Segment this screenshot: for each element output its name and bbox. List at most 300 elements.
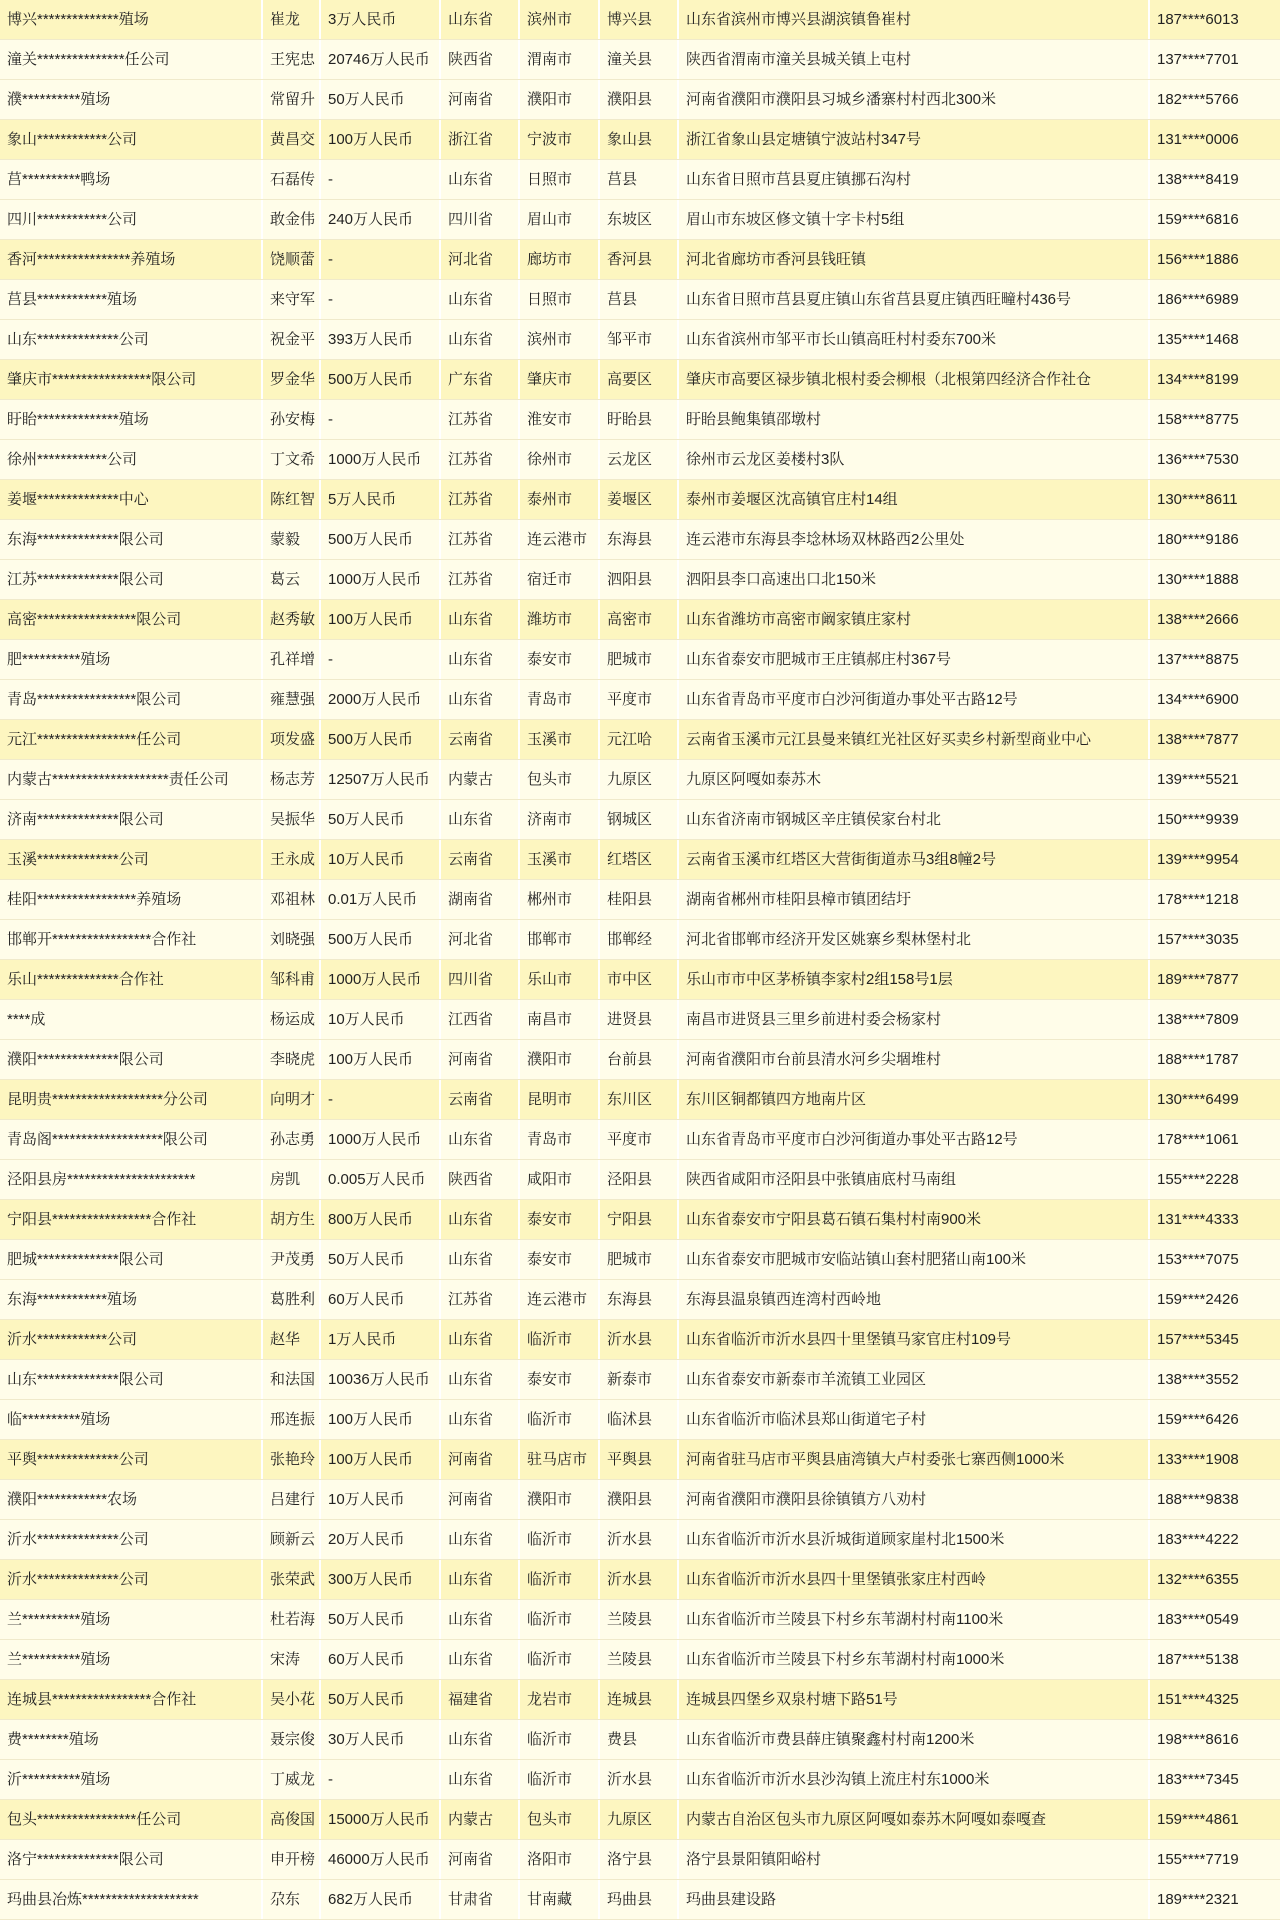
company-name-cell: 山东**************公司 — [0, 320, 263, 359]
phone-cell: 157****5345 — [1157, 1331, 1239, 1348]
company-name-cell: 洛宁**************限公司 — [0, 1840, 263, 1879]
registered-capital-cell: - — [321, 640, 441, 679]
legal-person-cell: 杨志芳 — [263, 760, 321, 799]
address-cell: 陕西省咸阳市泾阳县中张镇庙底村马南组 — [679, 1160, 1150, 1199]
legal-person-cell: 葛胜利 — [263, 1280, 321, 1319]
county-cell: 莒县 — [600, 160, 679, 199]
county-cell: 泗阳县 — [600, 560, 679, 599]
table-row — [0, 840, 1280, 880]
registered-capital-cell: - — [321, 240, 441, 279]
table-row — [0, 360, 1280, 400]
city-cell: 临沂市 — [520, 1560, 600, 1599]
address-cell: 山东省日照市莒县夏庄镇山东省莒县夏庄镇西旺疃村436号 — [679, 280, 1150, 319]
address-cell: 山东省济南市钢城区辛庄镇侯家台村北 — [679, 800, 1150, 839]
city-cell: 济南市 — [520, 800, 600, 839]
province-cell: 山东省 — [441, 800, 520, 839]
legal-person-cell: 和法国 — [263, 1360, 321, 1399]
legal-person-cell: 向明才 — [263, 1080, 321, 1119]
legal-person-cell: 吕建行 — [263, 1480, 321, 1519]
registered-capital-cell: 500万人民币 — [321, 720, 441, 759]
province-cell: 江苏省 — [441, 560, 520, 599]
company-name-cell: 高密*****************限公司 — [0, 600, 263, 639]
phone-cell: 138****2666 — [1157, 611, 1239, 628]
city-cell: 濮阳市 — [520, 1480, 600, 1519]
address-cell: 河北省廊坊市香河县钱旺镇 — [679, 240, 1150, 279]
address-cell: 山东省泰安市宁阳县葛石镇石集村村南900米 — [679, 1200, 1150, 1239]
legal-person-cell: 赵华 — [263, 1320, 321, 1359]
province-cell: 江苏省 — [441, 480, 520, 519]
phone-cell: 153****7075 — [1157, 1251, 1239, 1268]
company-name-cell: 沂水**************公司 — [0, 1520, 263, 1559]
registered-capital-cell: - — [321, 160, 441, 199]
table-row — [0, 240, 1280, 280]
legal-person-cell: 高俊国 — [263, 1800, 321, 1839]
phone-cell: 178****1218 — [1157, 891, 1239, 908]
city-cell: 龙岩市 — [520, 1680, 600, 1719]
phone-cell: 137****7701 — [1157, 51, 1239, 68]
legal-person-cell: 张荣武 — [263, 1560, 321, 1599]
address-cell: 河南省驻马店市平舆县庙湾镇大卢村委张七寨西侧1000米 — [679, 1440, 1150, 1479]
registered-capital-cell: 800万人民币 — [321, 1200, 441, 1239]
registered-capital-cell: 10036万人民币 — [321, 1360, 441, 1399]
company-name-cell: 香河****************养殖场 — [0, 240, 263, 279]
phone-cell: 159****2426 — [1157, 1291, 1239, 1308]
registered-capital-cell: 100万人民币 — [321, 120, 441, 159]
county-cell: 市中区 — [600, 960, 679, 999]
company-name-cell: 济南**************限公司 — [0, 800, 263, 839]
phone-cell: 182****5766 — [1157, 91, 1239, 108]
city-cell: 临沂市 — [520, 1520, 600, 1559]
address-cell: 山东省滨州市博兴县湖滨镇鲁崔村 — [679, 0, 1150, 39]
legal-person-cell: 陈红智 — [263, 480, 321, 519]
registered-capital-cell: - — [321, 1760, 441, 1799]
address-cell: 山东省日照市莒县夏庄镇挪石沟村 — [679, 160, 1150, 199]
address-cell: 河南省濮阳市濮阳县习城乡潘寨村村西北300米 — [679, 80, 1150, 119]
phone-cell: 156****1886 — [1157, 251, 1239, 268]
phone-cell: 139****5521 — [1157, 771, 1239, 788]
city-cell: 连云港市 — [520, 1280, 600, 1319]
registered-capital-cell: 1000万人民币 — [321, 1120, 441, 1159]
registered-capital-cell: 500万人民币 — [321, 920, 441, 959]
legal-person-cell: 邹科甫 — [263, 960, 321, 999]
province-cell: 江苏省 — [441, 1280, 520, 1319]
county-cell: 元江哈 — [600, 720, 679, 759]
table-row — [0, 1680, 1280, 1720]
company-name-cell: 泾阳县房********************** — [0, 1160, 263, 1199]
legal-person-cell: 邓祖林 — [263, 880, 321, 919]
company-name-cell: 玛曲县冶炼******************** — [0, 1880, 263, 1919]
table-row — [0, 920, 1280, 960]
phone-cell: 139****9954 — [1157, 851, 1239, 868]
registered-capital-cell: 300万人民币 — [321, 1560, 441, 1599]
legal-person-cell: 胡方生 — [263, 1200, 321, 1239]
city-cell: 甘南藏 — [520, 1880, 600, 1919]
registered-capital-cell: 100万人民币 — [321, 1400, 441, 1439]
province-cell: 山东省 — [441, 280, 520, 319]
phone-cell: 187****6013 — [1157, 11, 1239, 28]
county-cell: 博兴县 — [600, 0, 679, 39]
city-cell: 渭南市 — [520, 40, 600, 79]
province-cell: 山东省 — [441, 160, 520, 199]
city-cell: 驻马店市 — [520, 1440, 600, 1479]
address-cell: 东海县温泉镇西连湾村西岭地 — [679, 1280, 1150, 1319]
table-row — [0, 280, 1280, 320]
company-name-cell: 盱眙**************殖场 — [0, 400, 263, 439]
legal-person-cell: 宋涛 — [263, 1640, 321, 1679]
city-cell: 昆明市 — [520, 1080, 600, 1119]
address-cell: 山东省临沂市兰陵县下村乡东苇湖村村南1100米 — [679, 1600, 1150, 1639]
registered-capital-cell: 0.01万人民币 — [321, 880, 441, 919]
address-cell: 乐山市市中区茅桥镇李家村2组158号1层 — [679, 960, 1150, 999]
city-cell: 青岛市 — [520, 680, 600, 719]
province-cell: 内蒙古 — [441, 1800, 520, 1839]
legal-person-cell: 来守军 — [263, 280, 321, 319]
county-cell: 临沭县 — [600, 1400, 679, 1439]
company-name-cell: 博兴**************殖场 — [0, 0, 263, 39]
city-cell: 临沂市 — [520, 1600, 600, 1639]
registered-capital-cell: 500万人民币 — [321, 360, 441, 399]
address-cell: 山东省泰安市肥城市安临站镇山套村肥猪山南100米 — [679, 1240, 1150, 1279]
province-cell: 河北省 — [441, 920, 520, 959]
legal-person-cell: 黄昌交 — [263, 120, 321, 159]
county-cell: 红塔区 — [600, 840, 679, 879]
phone-cell: 183****0549 — [1157, 1611, 1239, 1628]
company-name-cell: 平舆**************公司 — [0, 1440, 263, 1479]
phone-cell: 189****7877 — [1157, 971, 1239, 988]
phone-cell: 158****8775 — [1157, 411, 1239, 428]
county-cell: 象山县 — [600, 120, 679, 159]
table-row — [0, 400, 1280, 440]
phone-cell: 159****4861 — [1157, 1811, 1239, 1828]
registered-capital-cell: 10万人民币 — [321, 840, 441, 879]
phone-cell: 135****1468 — [1157, 331, 1239, 348]
city-cell: 包头市 — [520, 760, 600, 799]
phone-cell: 138****3552 — [1157, 1371, 1239, 1388]
county-cell: 肥城市 — [600, 1240, 679, 1279]
company-name-cell: 元江*****************任公司 — [0, 720, 263, 759]
table-row — [0, 480, 1280, 520]
address-cell: 洛宁县景阳镇阳峪村 — [679, 1840, 1150, 1879]
legal-person-cell: 邢连振 — [263, 1400, 321, 1439]
company-name-cell: 江苏**************限公司 — [0, 560, 263, 599]
legal-person-cell: 蒙毅 — [263, 520, 321, 559]
province-cell: 河南省 — [441, 1480, 520, 1519]
province-cell: 云南省 — [441, 720, 520, 759]
city-cell: 肇庆市 — [520, 360, 600, 399]
registered-capital-cell: 46000万人民币 — [321, 1840, 441, 1879]
registered-capital-cell: 240万人民币 — [321, 200, 441, 239]
city-cell: 玉溪市 — [520, 720, 600, 759]
city-cell: 南昌市 — [520, 1000, 600, 1039]
table-row — [0, 1160, 1280, 1200]
company-name-cell: 宁阳县*****************合作社 — [0, 1200, 263, 1239]
county-cell: 费县 — [600, 1720, 679, 1759]
address-cell: 河南省濮阳市台前县清水河乡尖堌堆村 — [679, 1040, 1150, 1079]
table-row — [0, 1640, 1280, 1680]
city-cell: 濮阳市 — [520, 1040, 600, 1079]
city-cell: 临沂市 — [520, 1400, 600, 1439]
province-cell: 山东省 — [441, 1600, 520, 1639]
registered-capital-cell: - — [321, 1080, 441, 1119]
company-name-cell: 四川************公司 — [0, 200, 263, 239]
city-cell: 洛阳市 — [520, 1840, 600, 1879]
table-row — [0, 160, 1280, 200]
county-cell: 东海县 — [600, 1280, 679, 1319]
province-cell: 山东省 — [441, 1200, 520, 1239]
registered-capital-cell: 30万人民币 — [321, 1720, 441, 1759]
table-row — [0, 1880, 1280, 1920]
phone-cell: 136****7530 — [1157, 451, 1239, 468]
address-cell: 连城县四堡乡双泉村塘下路51号 — [679, 1680, 1150, 1719]
company-name-cell: 沂**********殖场 — [0, 1760, 263, 1799]
phone-cell: 178****1061 — [1157, 1131, 1239, 1148]
province-cell: 云南省 — [441, 840, 520, 879]
phone-cell: 130****6499 — [1157, 1091, 1239, 1108]
table-row — [0, 1520, 1280, 1560]
registered-capital-cell: 2000万人民币 — [321, 680, 441, 719]
county-cell: 玛曲县 — [600, 1880, 679, 1919]
company-name-cell: 潼关***************任公司 — [0, 40, 263, 79]
registered-capital-cell: 0.005万人民币 — [321, 1160, 441, 1199]
county-cell: 濮阳县 — [600, 1480, 679, 1519]
city-cell: 临沂市 — [520, 1720, 600, 1759]
phone-cell: 188****9838 — [1157, 1491, 1239, 1508]
county-cell: 高要区 — [600, 360, 679, 399]
province-cell: 江苏省 — [441, 400, 520, 439]
phone-cell: 134****8199 — [1157, 371, 1239, 388]
legal-person-cell: 孙志勇 — [263, 1120, 321, 1159]
registered-capital-cell: 3万人民币 — [321, 0, 441, 39]
city-cell: 临沂市 — [520, 1760, 600, 1799]
city-cell: 包头市 — [520, 1800, 600, 1839]
address-cell: 山东省泰安市肥城市王庄镇郝庄村367号 — [679, 640, 1150, 679]
address-cell: 山东省临沂市沂水县沂城街道顾家崖村北1500米 — [679, 1520, 1150, 1559]
registered-capital-cell: 393万人民币 — [321, 320, 441, 359]
county-cell: 平度市 — [600, 1120, 679, 1159]
table-row — [0, 80, 1280, 120]
address-cell: 山东省临沂市沂水县沙沟镇上流庄村东1000米 — [679, 1760, 1150, 1799]
province-cell: 山东省 — [441, 1360, 520, 1399]
address-cell: 云南省玉溪市红塔区大营街街道赤马3组8幢2号 — [679, 840, 1150, 879]
province-cell: 四川省 — [441, 960, 520, 999]
company-name-cell: 莒**********鸭场 — [0, 160, 263, 199]
province-cell: 山东省 — [441, 680, 520, 719]
legal-person-cell: 丁威龙 — [263, 1760, 321, 1799]
company-name-cell: 莒县************殖场 — [0, 280, 263, 319]
phone-cell: 138****8419 — [1157, 171, 1239, 188]
phone-cell: 183****4222 — [1157, 1531, 1239, 1548]
company-name-cell: 包头*****************任公司 — [0, 1800, 263, 1839]
table-row — [0, 960, 1280, 1000]
registered-capital-cell: 100万人民币 — [321, 1040, 441, 1079]
county-cell: 姜堰区 — [600, 480, 679, 519]
phone-cell: 131****4333 — [1157, 1211, 1239, 1228]
province-cell: 江苏省 — [441, 440, 520, 479]
company-name-cell: 濮**********殖场 — [0, 80, 263, 119]
address-cell: 河南省濮阳市濮阳县徐镇镇方八劝村 — [679, 1480, 1150, 1519]
address-cell: 山东省青岛市平度市白沙河街道办事处平古路12号 — [679, 1120, 1150, 1159]
phone-cell: 187****5138 — [1157, 1651, 1239, 1668]
phone-cell: 130****8611 — [1157, 491, 1238, 508]
county-cell: 沂水县 — [600, 1760, 679, 1799]
table-row — [0, 1560, 1280, 1600]
address-cell: 南昌市进贤县三里乡前进村委会杨家村 — [679, 1000, 1150, 1039]
address-cell: 山东省临沂市费县薛庄镇聚鑫村村南1200米 — [679, 1720, 1150, 1759]
company-name-cell: 邯郸开*****************合作社 — [0, 920, 263, 959]
county-cell: 潼关县 — [600, 40, 679, 79]
county-cell: 盱眙县 — [600, 400, 679, 439]
company-name-cell: 兰**********殖场 — [0, 1600, 263, 1639]
table-row — [0, 1440, 1280, 1480]
table-row — [0, 1200, 1280, 1240]
address-cell: 玛曲县建设路 — [679, 1880, 1150, 1919]
company-name-cell: 乐山**************合作社 — [0, 960, 263, 999]
legal-person-cell: 王宪忠 — [263, 40, 321, 79]
county-cell: 洛宁县 — [600, 1840, 679, 1879]
city-cell: 临沂市 — [520, 1640, 600, 1679]
city-cell: 泰安市 — [520, 1200, 600, 1239]
table-row — [0, 40, 1280, 80]
province-cell: 河南省 — [441, 1440, 520, 1479]
registered-capital-cell: 1000万人民币 — [321, 960, 441, 999]
county-cell: 九原区 — [600, 760, 679, 799]
province-cell: 内蒙古 — [441, 760, 520, 799]
registered-capital-cell: 50万人民币 — [321, 800, 441, 839]
table-row — [0, 760, 1280, 800]
address-cell: 内蒙古自治区包头市九原区阿嘎如泰苏木阿嘎如泰嘎查 — [679, 1800, 1150, 1839]
legal-person-cell: 石磊传 — [263, 160, 321, 199]
county-cell: 九原区 — [600, 1800, 679, 1839]
registered-capital-cell: 60万人民币 — [321, 1640, 441, 1679]
company-name-cell: 山东**************限公司 — [0, 1360, 263, 1399]
legal-person-cell: 尕东 — [263, 1880, 321, 1919]
province-cell: 山东省 — [441, 1640, 520, 1679]
city-cell: 青岛市 — [520, 1120, 600, 1159]
phone-cell: 137****8875 — [1157, 651, 1239, 668]
table-row — [0, 880, 1280, 920]
province-cell: 河南省 — [441, 1040, 520, 1079]
legal-person-cell: 房凯 — [263, 1160, 321, 1199]
county-cell: 平舆县 — [600, 1440, 679, 1479]
legal-person-cell: 杨运成 — [263, 1000, 321, 1039]
legal-person-cell: 祝金平 — [263, 320, 321, 359]
address-cell: 山东省临沂市临沭县郑山街道宅子村 — [679, 1400, 1150, 1439]
province-cell: 福建省 — [441, 1680, 520, 1719]
company-name-cell: 姜堰**************中心 — [0, 480, 263, 519]
province-cell: 陕西省 — [441, 40, 520, 79]
table-row — [0, 600, 1280, 640]
city-cell: 玉溪市 — [520, 840, 600, 879]
address-cell: 河北省邯郸市经济开发区姚寨乡梨林堡村北 — [679, 920, 1150, 959]
address-cell: 眉山市东坡区修文镇十字卡村5组 — [679, 200, 1150, 239]
province-cell: 山东省 — [441, 1720, 520, 1759]
legal-person-cell: 张艳玲 — [263, 1440, 321, 1479]
company-name-cell: 东海************殖场 — [0, 1280, 263, 1319]
county-cell: 桂阳县 — [600, 880, 679, 919]
company-name-cell: 青岛*****************限公司 — [0, 680, 263, 719]
city-cell: 滨州市 — [520, 0, 600, 39]
address-cell: 浙江省象山县定塘镇宁波站村347号 — [679, 120, 1150, 159]
address-cell: 云南省玉溪市元江县曼来镇红光社区好买卖乡村新型商业中心 — [679, 720, 1150, 759]
company-name-cell: 青岛阁*******************限公司 — [0, 1120, 263, 1159]
company-name-cell: 连城县*****************合作社 — [0, 1680, 263, 1719]
county-cell: 东海县 — [600, 520, 679, 559]
phone-cell: 134****6900 — [1157, 691, 1239, 708]
address-cell: 连云港市东海县李埝林场双林路西2公里处 — [679, 520, 1150, 559]
table-row — [0, 1400, 1280, 1440]
county-cell: 香河县 — [600, 240, 679, 279]
registered-capital-cell: - — [321, 280, 441, 319]
province-cell: 山东省 — [441, 1320, 520, 1359]
company-name-cell: 东海**************限公司 — [0, 520, 263, 559]
county-cell: 平度市 — [600, 680, 679, 719]
phone-cell: 198****8616 — [1157, 1731, 1239, 1748]
county-cell: 钢城区 — [600, 800, 679, 839]
legal-person-cell: 刘晓强 — [263, 920, 321, 959]
county-cell: 云龙区 — [600, 440, 679, 479]
address-cell: 山东省青岛市平度市白沙河街道办事处平古路12号 — [679, 680, 1150, 719]
company-name-cell: 昆明贵*******************分公司 — [0, 1080, 263, 1119]
legal-person-cell: 常留升 — [263, 80, 321, 119]
province-cell: 山东省 — [441, 1120, 520, 1159]
legal-person-cell: 尹茂勇 — [263, 1240, 321, 1279]
phone-cell: 151****4325 — [1157, 1691, 1239, 1708]
phone-cell: 131****0006 — [1157, 131, 1239, 148]
legal-person-cell: 杜若海 — [263, 1600, 321, 1639]
city-cell: 咸阳市 — [520, 1160, 600, 1199]
county-cell: 台前县 — [600, 1040, 679, 1079]
table-row — [0, 1600, 1280, 1640]
phone-cell: 159****6816 — [1157, 211, 1239, 228]
address-cell: 肇庆市高要区禄步镇北根村委会柳根（北根第四经济合作社仓 — [679, 360, 1150, 399]
company-name-cell: ****成 — [0, 1000, 263, 1039]
province-cell: 山东省 — [441, 1560, 520, 1599]
county-cell: 沂水县 — [600, 1320, 679, 1359]
company-name-cell: 象山************公司 — [0, 120, 263, 159]
city-cell: 乐山市 — [520, 960, 600, 999]
table-row — [0, 1800, 1280, 1840]
registered-capital-cell: 12507万人民币 — [321, 760, 441, 799]
province-cell: 陕西省 — [441, 1160, 520, 1199]
address-cell: 泰州市姜堰区沈高镇官庄村14组 — [679, 480, 1150, 519]
county-cell: 连城县 — [600, 1680, 679, 1719]
address-cell: 东川区铜都镇四方地南片区 — [679, 1080, 1150, 1119]
city-cell: 日照市 — [520, 280, 600, 319]
table-row — [0, 1040, 1280, 1080]
city-cell: 潍坊市 — [520, 600, 600, 639]
province-cell: 山东省 — [441, 1760, 520, 1799]
county-cell: 兰陵县 — [600, 1640, 679, 1679]
registered-capital-cell: 5万人民币 — [321, 480, 441, 519]
table-row — [0, 0, 1280, 40]
phone-cell: 138****7809 — [1157, 1011, 1239, 1028]
province-cell: 山东省 — [441, 640, 520, 679]
address-cell: 山东省临沂市沂水县四十里堡镇马家官庄村109号 — [679, 1320, 1150, 1359]
table-row — [0, 560, 1280, 600]
address-cell: 山东省泰安市新泰市羊流镇工业园区 — [679, 1360, 1150, 1399]
company-name-cell: 沂水************公司 — [0, 1320, 263, 1359]
table-row — [0, 1720, 1280, 1760]
company-name-cell: 内蒙古********************责任公司 — [0, 760, 263, 799]
legal-person-cell: 吴小花 — [263, 1680, 321, 1719]
phone-cell: 157****3035 — [1157, 931, 1239, 948]
city-cell: 濮阳市 — [520, 80, 600, 119]
phone-cell: 150****9939 — [1157, 811, 1239, 828]
registered-capital-cell: 1万人民币 — [321, 1320, 441, 1359]
registered-capital-cell: 100万人民币 — [321, 600, 441, 639]
province-cell: 河南省 — [441, 1840, 520, 1879]
registered-capital-cell: 50万人民币 — [321, 1240, 441, 1279]
